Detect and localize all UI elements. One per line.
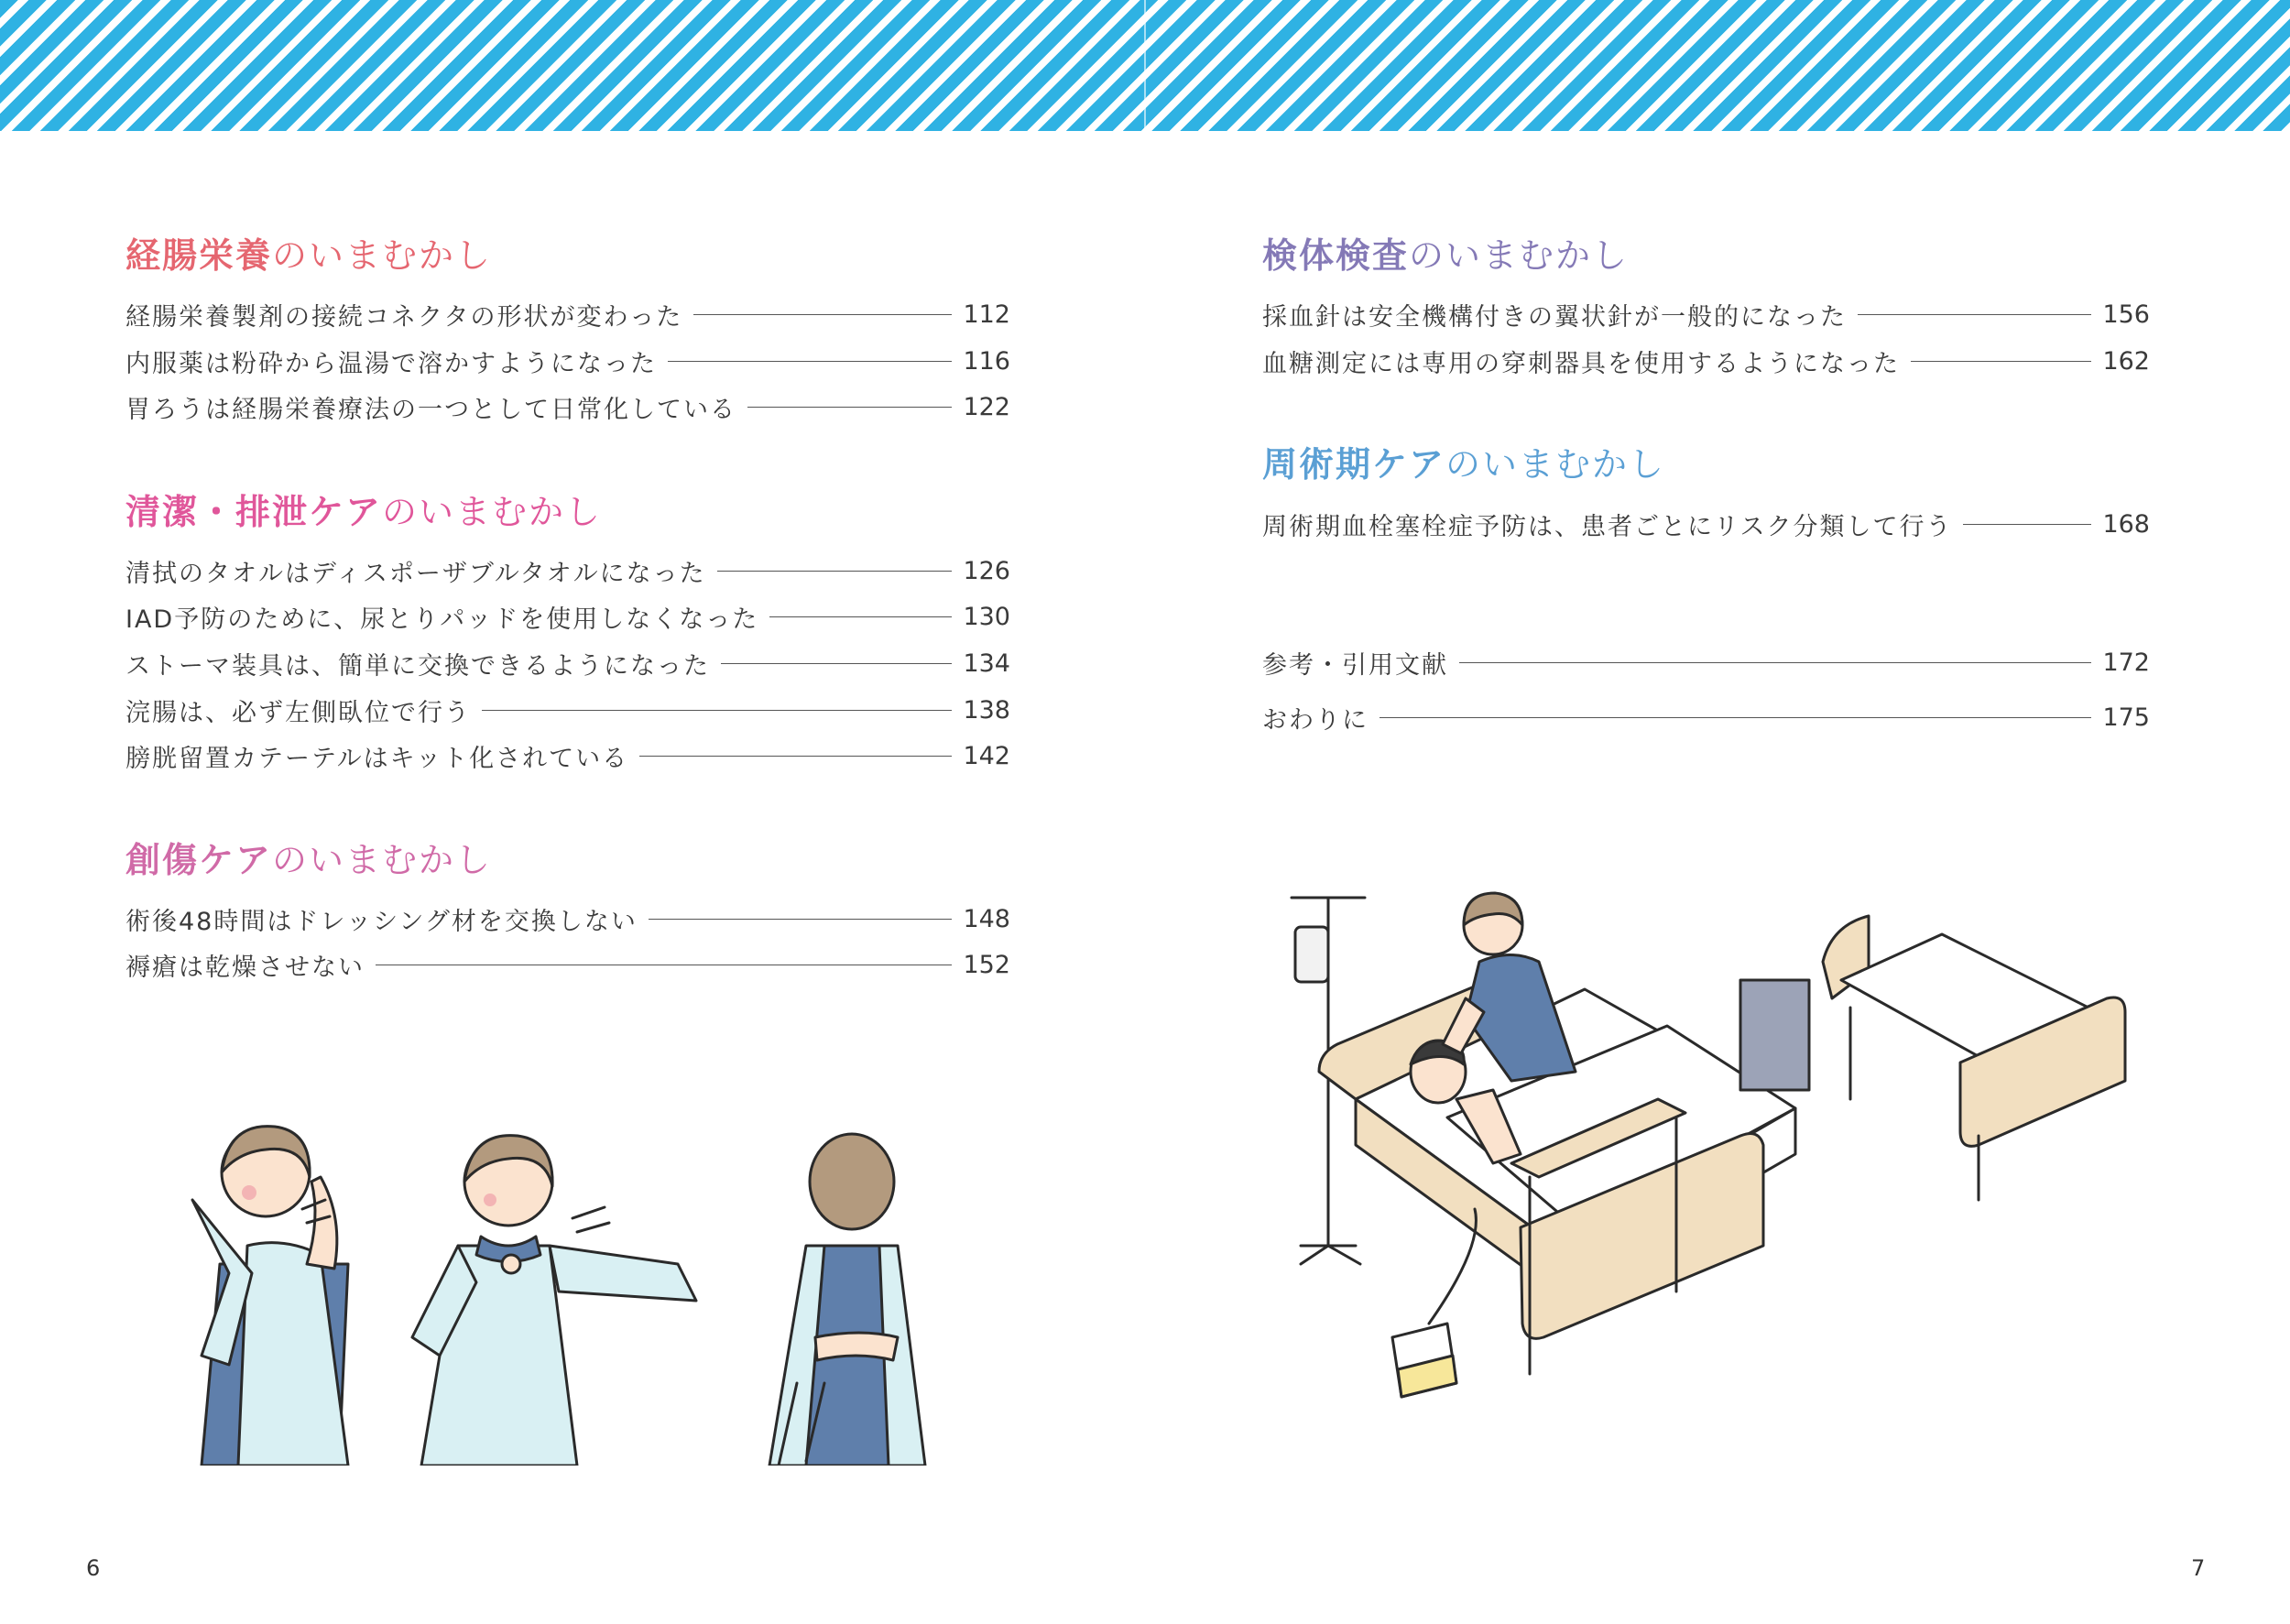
leader-line — [747, 407, 952, 408]
toc-entry-page: 130 — [963, 602, 1010, 631]
leader-line — [1379, 717, 2091, 718]
toc-entry-page: 162 — [2102, 346, 2150, 376]
toc-entry-text: ストーマ装具は、簡単に交換できるようになった — [125, 651, 710, 681]
toc-entry-text: IAD予防のために、尿とりパッドを使用しなくなった — [125, 605, 759, 634]
section-title-wound: 創傷ケアのいまむかし — [125, 840, 493, 880]
toc-entry-text: 採血針は安全機構付きの翼状針が一般的になった — [1262, 302, 1847, 332]
section-title-specimen: 検体検査のいまむかし — [1262, 235, 1630, 276]
toc-entry-page: 122 — [963, 392, 1010, 421]
leader-line — [717, 571, 953, 572]
toc-entry-page: 126 — [963, 556, 1010, 585]
toc-entry-text: 参考・引用文献 — [1262, 650, 1448, 680]
toc-entry[interactable] — [125, 552, 1010, 589]
toc-entry-text: 経腸栄養製剤の接続コネクタの形状が変わった — [125, 302, 683, 332]
toc-entry-text: 膀胱留置カテーテルはキット化されている — [125, 744, 629, 773]
toc-entry-page: 112 — [963, 300, 1010, 329]
gown-donning-illustration — [165, 1108, 962, 1466]
toc-entry-page: 175 — [2102, 703, 2150, 732]
toc-entry[interactable] — [1262, 296, 2150, 332]
leader-line — [649, 919, 953, 920]
page-gutter — [1144, 0, 1146, 131]
toc-entry[interactable] — [1262, 343, 2150, 379]
toc-entry-text: 血糖測定には専用の穿刺器具を使用するようになった — [1262, 349, 1900, 378]
page-number-left: 6 — [86, 1555, 101, 1581]
toc-entry-afterword[interactable] — [1262, 699, 2150, 736]
leader-line — [769, 616, 952, 617]
leader-line — [1459, 662, 2091, 663]
toc-entry[interactable] — [125, 692, 1010, 728]
page-number-right: 7 — [2191, 1555, 2206, 1581]
section-title-hygiene: 清潔・排泄ケアのいまむかし — [125, 492, 603, 532]
toc-entry-text: 周術期血栓塞栓症予防は、患者ごとにリスク分類して行う — [1262, 512, 1953, 541]
toc-entry-page: 116 — [963, 346, 1010, 376]
toc-entry-page: 142 — [963, 741, 1010, 770]
hospital-bed-illustration — [1282, 861, 2153, 1411]
toc-entry[interactable] — [125, 946, 1010, 983]
leader-line — [639, 756, 952, 757]
toc-entry-text: 浣腸は、必ず左側臥位で行う — [125, 698, 471, 727]
toc-entry-text: 褥瘡は乾燥させない — [125, 953, 365, 982]
toc-entry-text: 清拭のタオルはディスポーザブルタオルになった — [125, 559, 706, 588]
toc-entry-page: 152 — [963, 950, 1010, 979]
toc-entry-page: 172 — [2102, 648, 2150, 677]
leader-line — [1858, 314, 2091, 315]
toc-entry-references[interactable] — [1262, 644, 2150, 681]
leader-line — [1963, 524, 2091, 525]
toc-entry-text: 術後48時間はドレッシング材を交換しない — [125, 907, 638, 936]
toc-entry-text: 内服薬は粉砕から温湯で溶かすようになった — [125, 349, 657, 378]
toc-entry[interactable] — [125, 296, 1010, 332]
leader-line — [1911, 361, 2091, 362]
toc-entry[interactable] — [125, 388, 1010, 425]
toc-entry-page: 134 — [963, 649, 1010, 678]
toc-entry[interactable] — [1262, 506, 2150, 542]
toc-entry-page: 138 — [963, 695, 1010, 725]
toc-entry[interactable] — [125, 343, 1010, 379]
toc-entry-page: 148 — [963, 904, 1010, 933]
toc-entry[interactable] — [125, 645, 1010, 681]
toc-entry-page: 168 — [2102, 509, 2150, 539]
toc-entry[interactable] — [125, 598, 1010, 635]
toc-entry-page: 156 — [2102, 300, 2150, 329]
leader-line — [668, 361, 952, 362]
leader-line — [721, 663, 952, 664]
section-title-enteral: 経腸栄養のいまむかし — [125, 235, 493, 276]
leader-line — [482, 710, 952, 711]
toc-entry-text: おわりに — [1262, 705, 1369, 735]
toc-entry[interactable] — [125, 737, 1010, 774]
toc-entry-text: 胃ろうは経腸栄養療法の一つとして日常化している — [125, 395, 736, 424]
toc-entry[interactable] — [125, 900, 1010, 937]
section-title-periop: 周術期ケアのいまむかし — [1262, 444, 1666, 485]
leader-line — [693, 314, 952, 315]
